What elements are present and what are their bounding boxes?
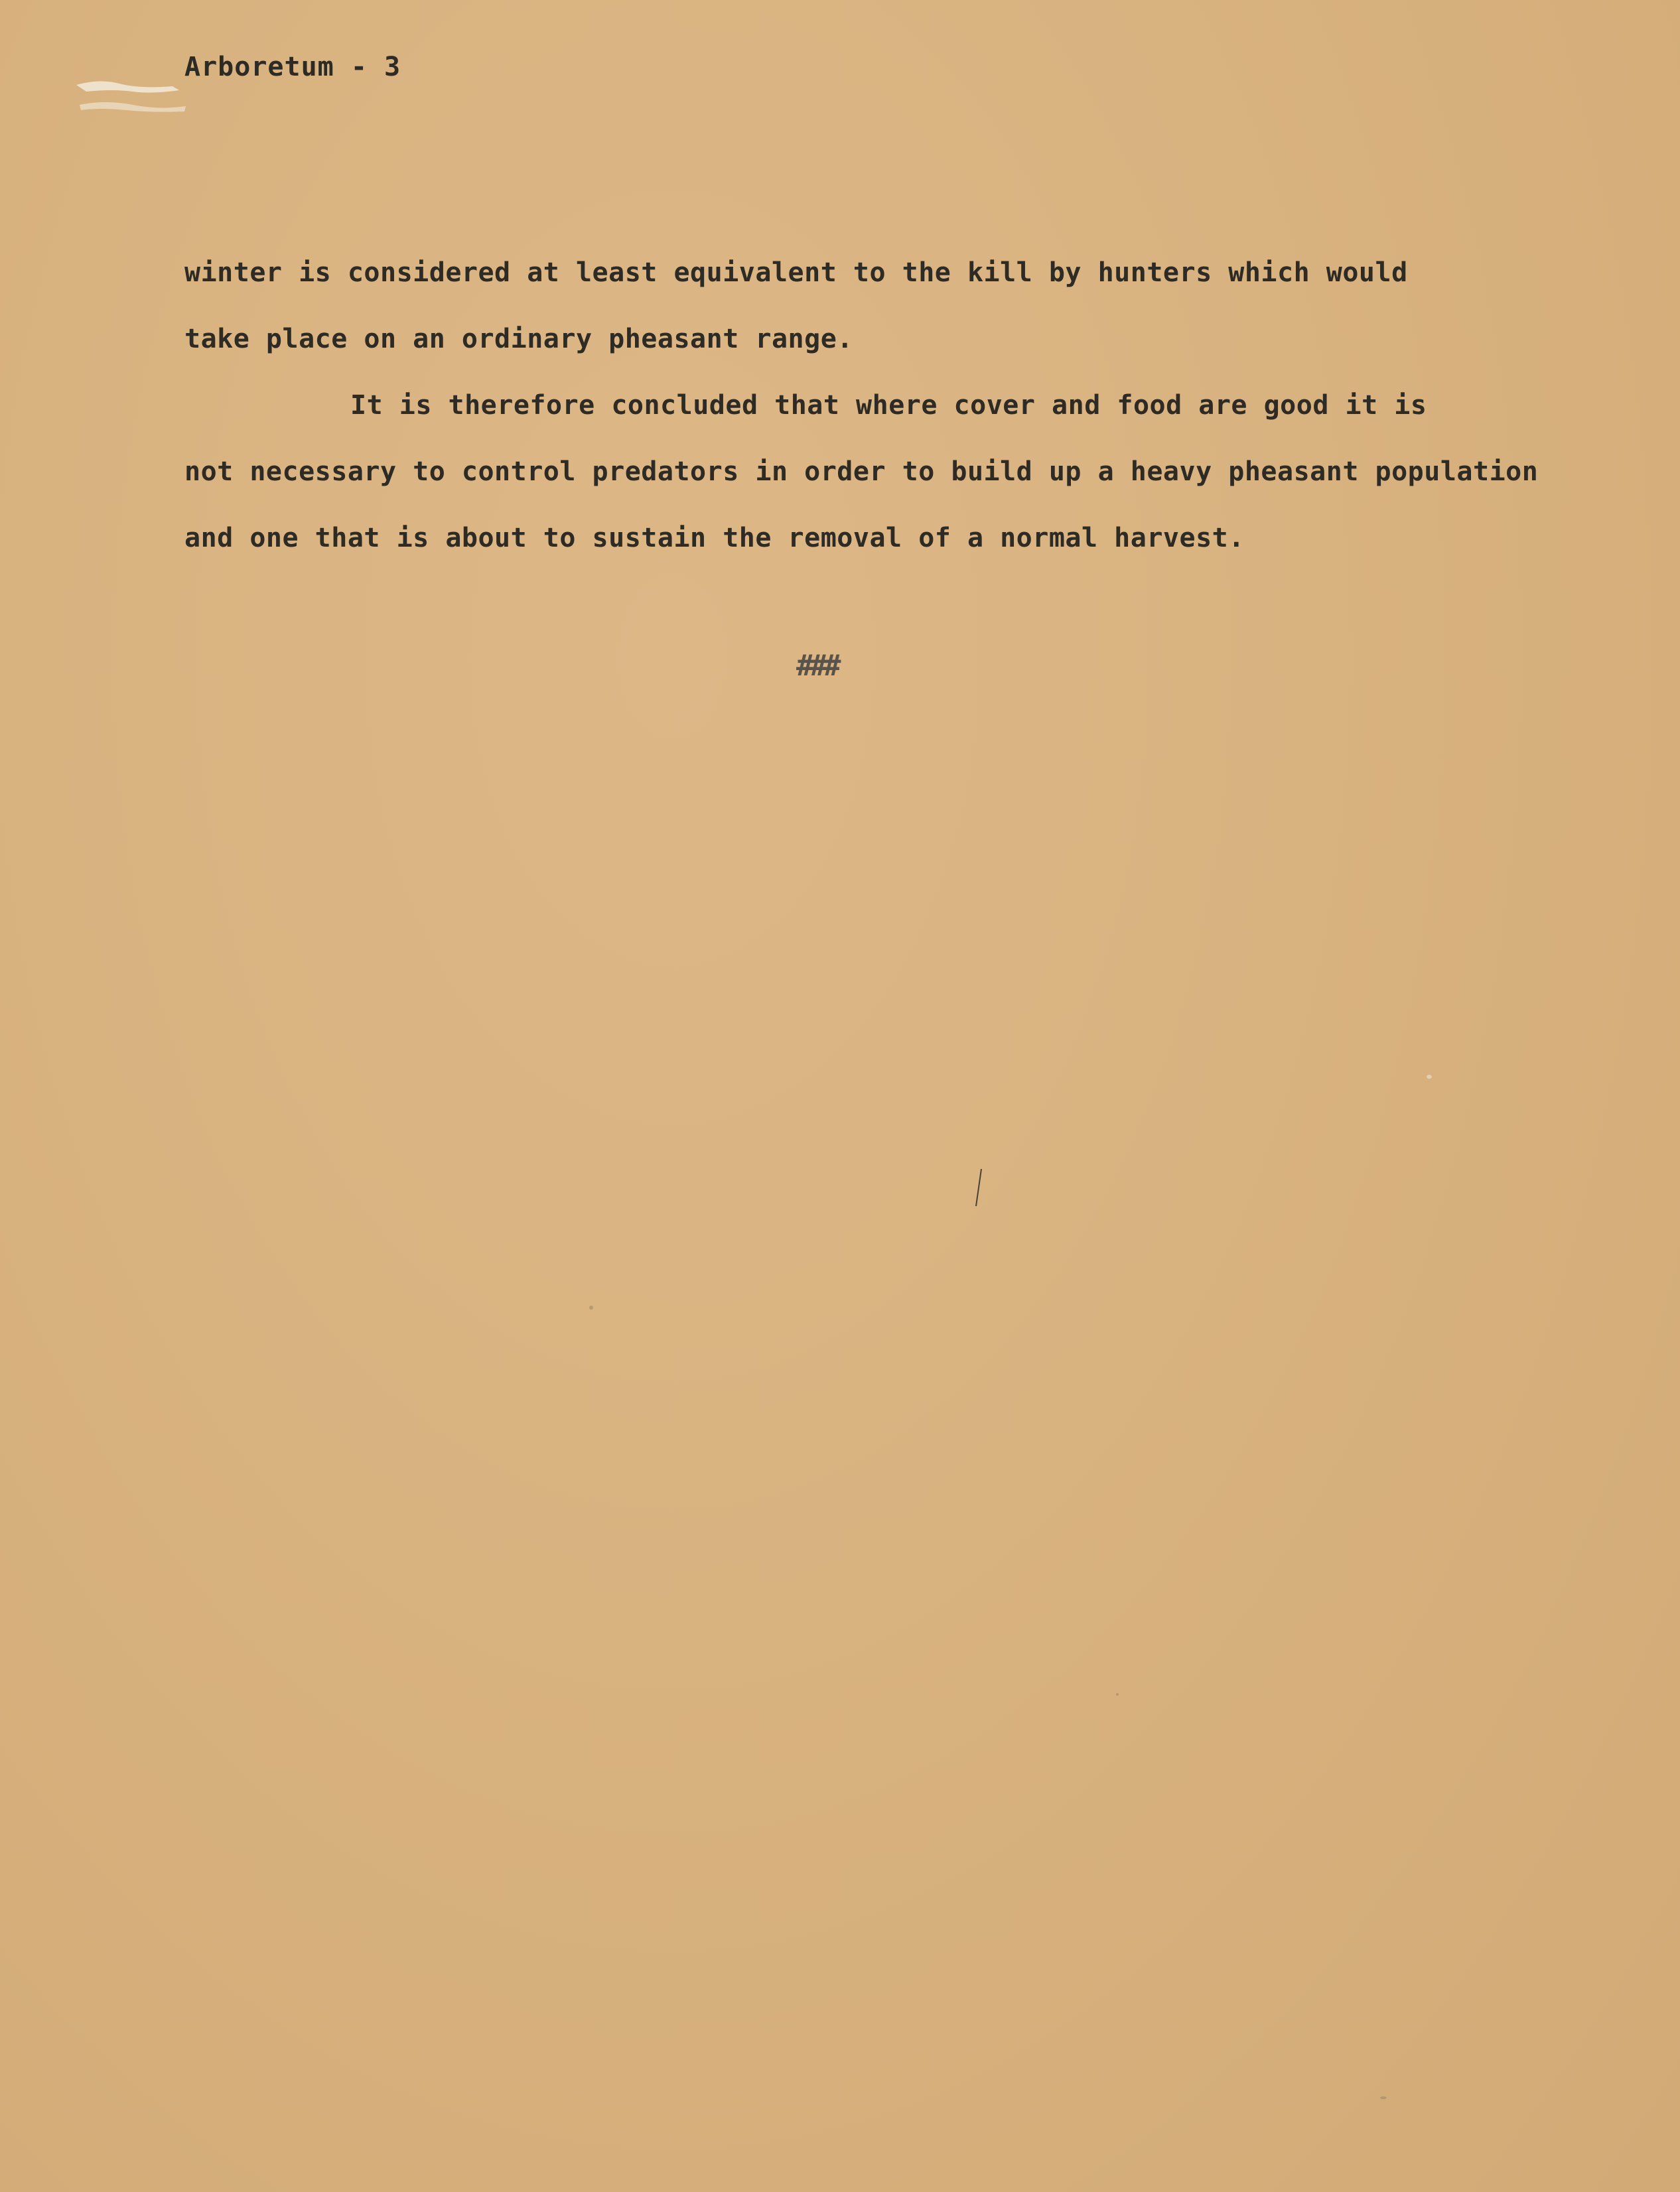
text-line: not necessary to control predators in order to build up a heavy pheasant population [184, 456, 1539, 487]
text-line: take place on an ordinary pheasant range. [184, 324, 853, 354]
paragraph-start-line: It is therefore concluded that where cover and food are good it is [350, 390, 1427, 421]
paper-speck [1380, 2096, 1387, 2099]
body-text [184, 251, 1591, 582]
paper-speck [589, 1306, 593, 1310]
torn-paper-edge [73, 72, 192, 125]
paper-speck [1427, 1075, 1432, 1079]
end-mark: ### [796, 649, 837, 683]
page-header: Arboretum - 3 [184, 52, 401, 82]
paper-speck [1116, 1693, 1119, 1696]
text-line: and one that is about to sustain the removal of a normal harvest. [184, 523, 1245, 553]
text-line: winter is considered at least equivalent to the kill by hunters which would [184, 257, 1408, 288]
pencil-mark [974, 1168, 983, 1207]
